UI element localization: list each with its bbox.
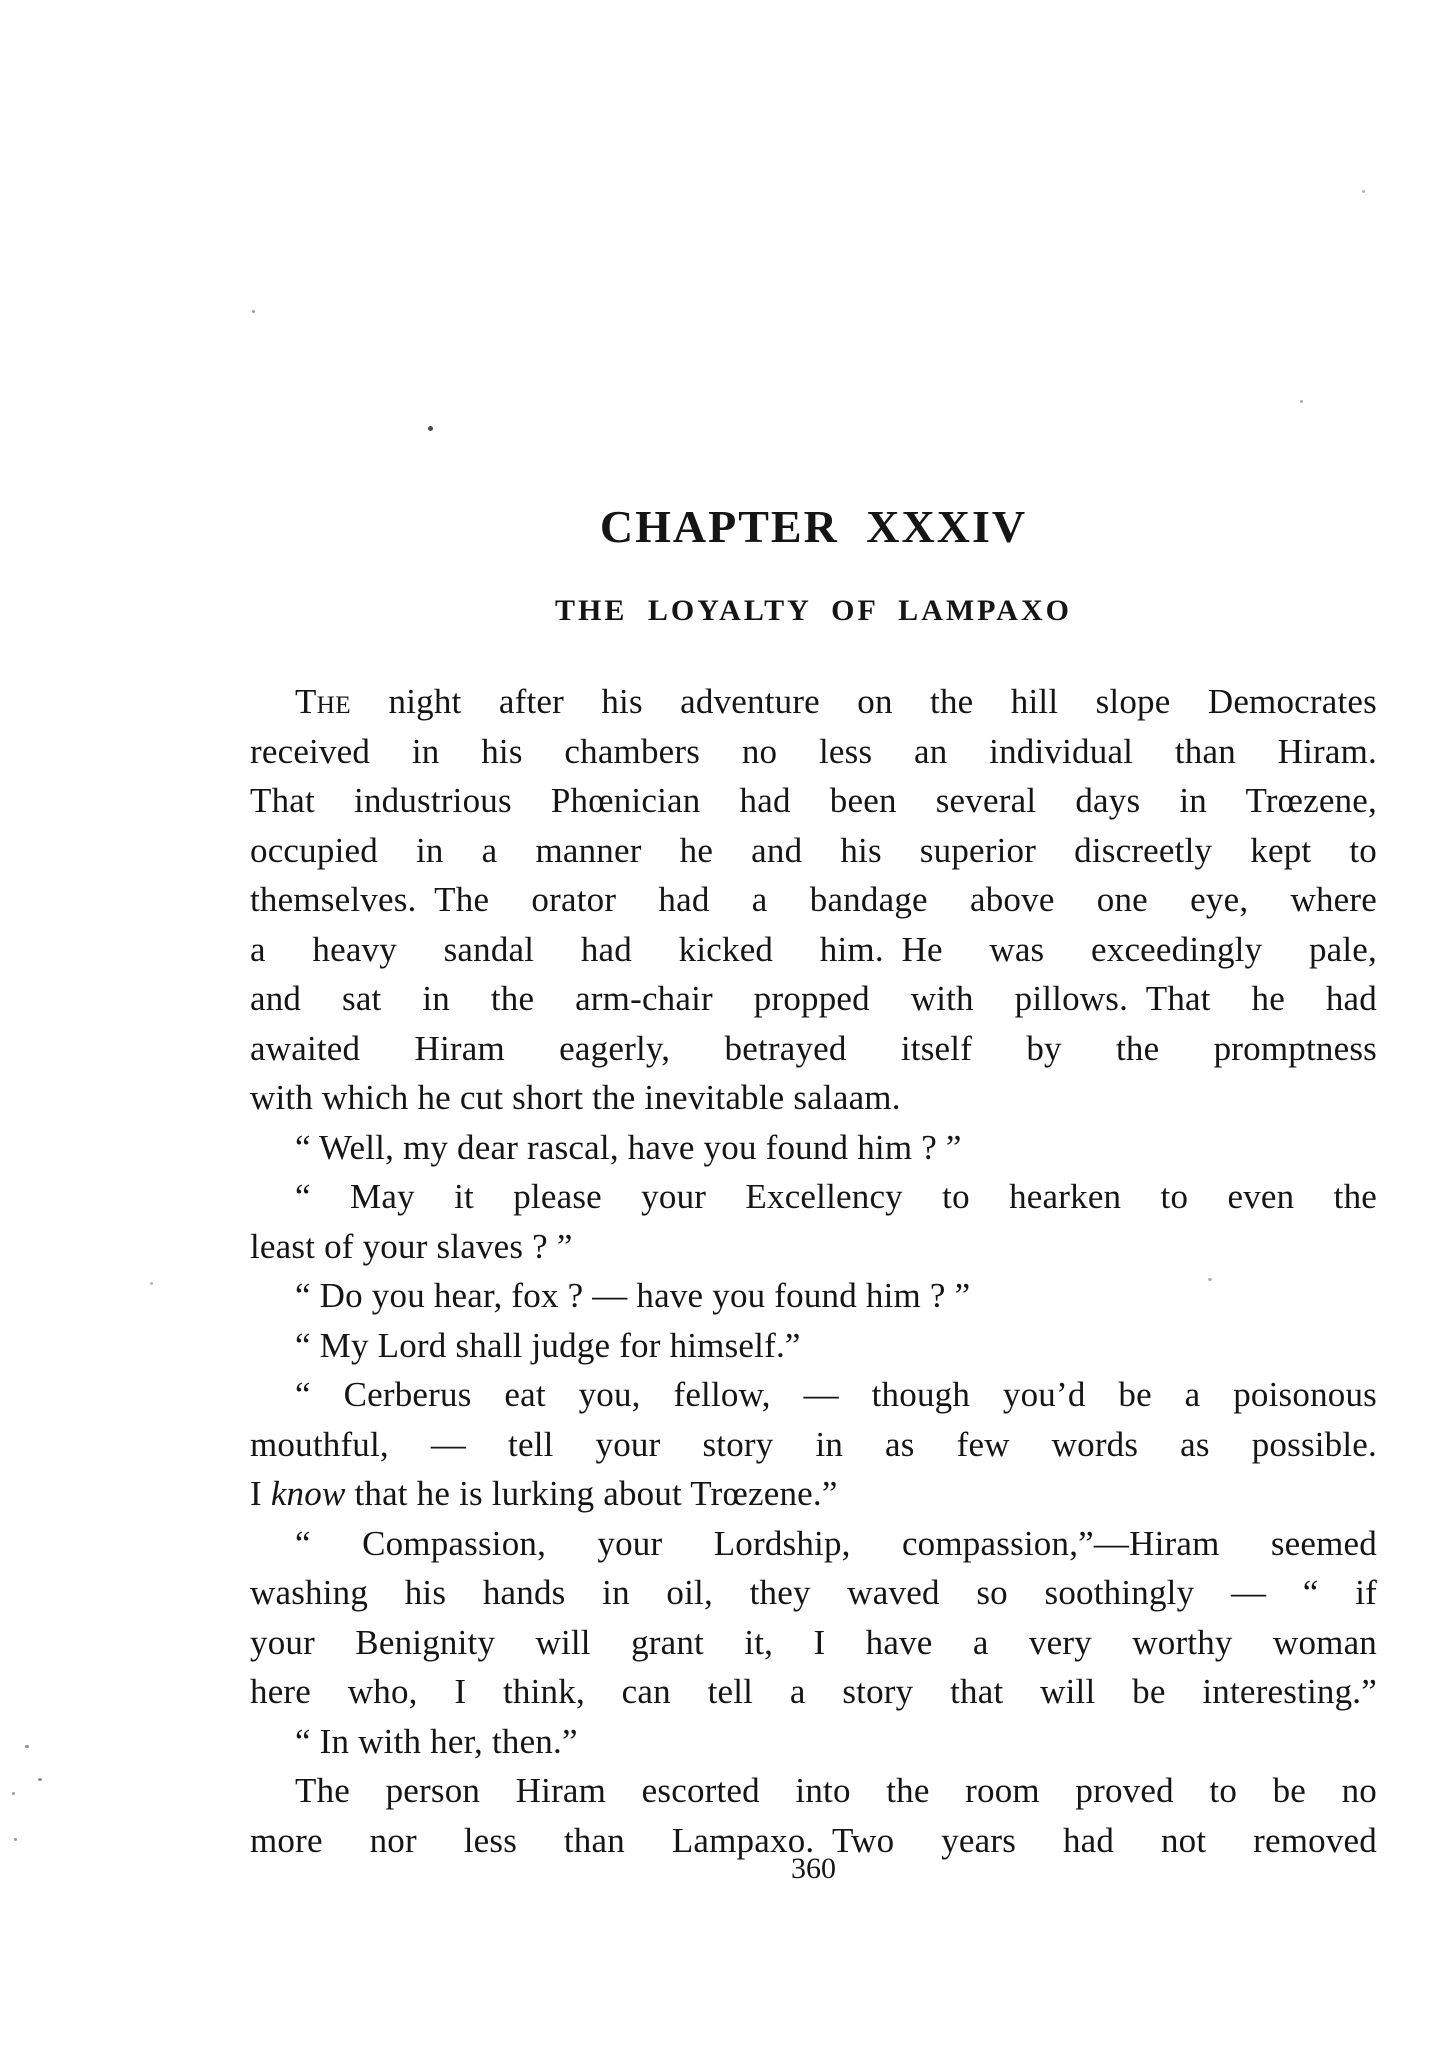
text-segment: and sat in the arm-chair propped with pillows. That he had (250, 979, 1377, 1018)
text-segment: “ Do you hear, fox ? — have you found him ? ” (295, 1276, 971, 1315)
text-line (250, 1321, 1377, 1371)
text-segment: That industrious Phœnician had been several days in Trœzene, (250, 781, 1377, 820)
text-segment: that he is lurking about Trœzene.” (345, 1474, 838, 1513)
text-segment: “ In with her, then.” (295, 1721, 578, 1761)
text-segment: “ Compassion, your Lordship, compassion,”—Hiram seemed (295, 1523, 1377, 1563)
scan-speck (252, 310, 255, 313)
text-line (250, 1123, 1377, 1173)
scan-speck (1300, 400, 1303, 403)
text-line (250, 1222, 1377, 1272)
text-segment: “ My Lord shall judge for himself.” (295, 1325, 801, 1365)
text-line (250, 1370, 1377, 1420)
text-segment: received in his chambers no less an individual than Hiram. (250, 731, 1377, 771)
scan-speck (1362, 190, 1365, 193)
text-line (250, 1024, 1377, 1074)
text-segment: more nor less than Lampaxo. Two years had not removed (250, 1820, 1377, 1860)
scan-speck (12, 1792, 15, 1795)
text-segment: know (270, 1474, 346, 1513)
text-segment: “ Cerberus eat you, fellow, — though you’d be a poisonous (295, 1375, 1377, 1414)
text-line (250, 1073, 1377, 1123)
text-line (250, 1766, 1377, 1816)
text-line (250, 1568, 1377, 1618)
text-segment: awaited Hiram eagerly, betrayed itself by the promptness (250, 1028, 1377, 1068)
chapter-heading: CHAPTER XXXIV (599, 501, 1028, 552)
text-segment: occupied in a manner he and his superior discreetly kept to (250, 830, 1377, 870)
text-line (250, 1172, 1377, 1222)
text-segment: HE (316, 692, 352, 719)
text-line (250, 1667, 1377, 1717)
text-segment: themselves. The orator had a bandage above one eye, where (250, 880, 1377, 919)
text-segment: washing his hands in oil, they waved so soothingly — “ if (250, 1573, 1377, 1612)
text-line (250, 1420, 1377, 1470)
text-line (250, 925, 1377, 975)
text-segment: “ Well, my dear rascal, have you found him ? ” (295, 1127, 962, 1167)
text-line (250, 1469, 1377, 1519)
text-line (250, 1618, 1377, 1668)
text-line (250, 1717, 1377, 1767)
text-segment: T (295, 682, 317, 721)
text-line (250, 727, 1377, 777)
text-segment: your Benignity will grant it, I have a very worthy woman (250, 1622, 1377, 1662)
scan-speck (14, 1838, 17, 1841)
text-segment: a heavy sandal had kicked him. He was exceedingly pale, (250, 929, 1377, 969)
text-segment: I (250, 1474, 271, 1513)
text-segment: mouthful, — tell your story in as few words as possible. (250, 1424, 1377, 1464)
chapter-subtitle: THE LOYALTY OF LAMPAXO (555, 594, 1072, 627)
text-segment: “ May it please your Excellency to hearken to even the (295, 1177, 1377, 1216)
text-line (250, 776, 1377, 826)
scan-speck (25, 1745, 29, 1748)
scan-speck (38, 1778, 42, 1781)
text-segment: The person Hiram escorted into the room proved to be no (295, 1771, 1377, 1810)
text-line (250, 974, 1377, 1024)
text-segment: night after his adventure on the hill slope Democrates (351, 682, 1377, 721)
scan-speck (150, 1282, 153, 1285)
page-number: 360 (791, 1852, 836, 1885)
text-line (250, 826, 1377, 876)
text-segment: with which he cut short the inevitable salaam. (250, 1078, 901, 1117)
text-segment: least of your slaves ? ” (250, 1226, 573, 1266)
body-text (250, 677, 1377, 1865)
scan-speck (428, 426, 433, 431)
scan-speck (1208, 1278, 1212, 1281)
text-line (250, 677, 1377, 727)
text-line (250, 875, 1377, 925)
text-segment: here who, I think, can tell a story that will be interesting.” (250, 1672, 1377, 1711)
text-line (250, 1519, 1377, 1569)
